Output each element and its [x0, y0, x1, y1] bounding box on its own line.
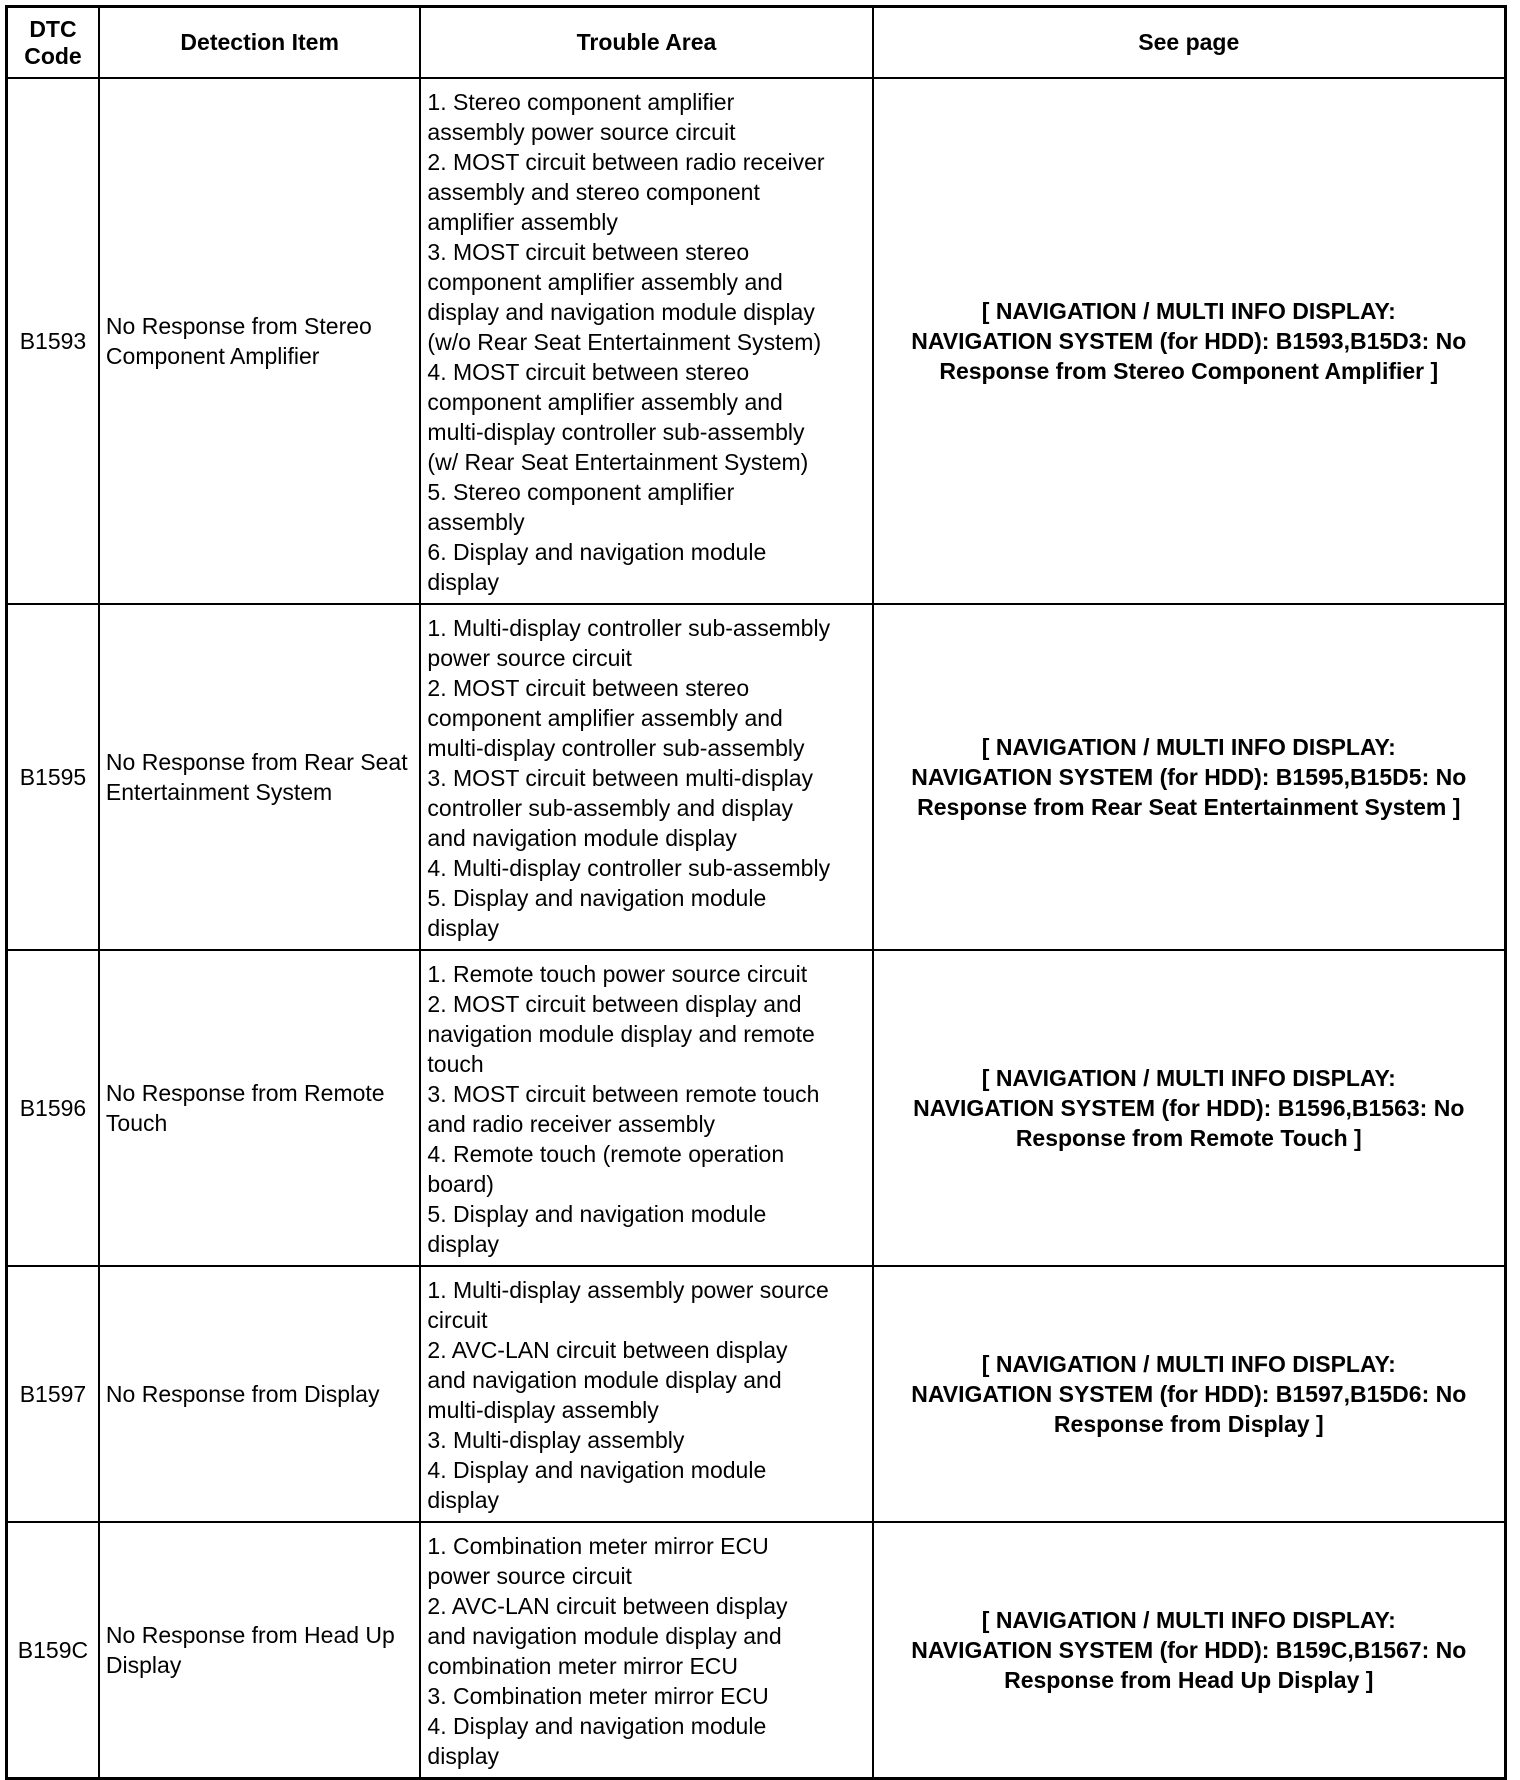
- detection-item-cell: No Response from Head Up Display: [99, 1522, 421, 1779]
- trouble-line: amplifier assembly: [427, 209, 618, 235]
- detection-item-cell: No Response from Stereo Component Amplifier: [99, 78, 421, 604]
- trouble-line: touch: [427, 1051, 484, 1077]
- header-dtc-code-line2: Code: [24, 42, 82, 69]
- trouble-line: component amplifier assembly and: [427, 389, 783, 415]
- see-page-line: [ NAVIGATION / MULTI INFO DISPLAY:: [981, 1607, 1396, 1633]
- trouble-line: component amplifier assembly and: [427, 269, 783, 295]
- trouble-line: multi-display assembly: [427, 1397, 659, 1423]
- trouble-line: board): [427, 1171, 494, 1197]
- trouble-line: 1. Multi-display assembly power source: [427, 1277, 829, 1303]
- table-row: [7, 1522, 1506, 1779]
- header-row: [7, 7, 1506, 79]
- trouble-line: 1. Remote touch power source circuit: [427, 961, 808, 987]
- trouble-line: and navigation module display and: [427, 1367, 782, 1393]
- trouble-line: 5. Stereo component amplifier: [427, 479, 735, 505]
- trouble-line: 5. Display and navigation module: [427, 1201, 767, 1227]
- see-page-cell: [873, 1266, 1506, 1522]
- table-row: [7, 1266, 1506, 1522]
- trouble-line: 4. Multi-display controller sub-assembly: [427, 855, 831, 881]
- trouble-line: controller sub-assembly and display: [427, 795, 794, 821]
- detection-item-cell: No Response from Display: [99, 1266, 421, 1522]
- trouble-line: combination meter mirror ECU: [427, 1653, 739, 1679]
- trouble-line: display: [427, 1231, 500, 1257]
- trouble-line: navigation module display and remote: [427, 1021, 815, 1047]
- header-dtc-code: [7, 7, 99, 79]
- see-page-line: NAVIGATION SYSTEM (for HDD): B159C,B1567: No: [911, 1637, 1467, 1663]
- see-page-line: [ NAVIGATION / MULTI INFO DISPLAY:: [981, 734, 1396, 760]
- trouble-line: 3. MOST circuit between stereo: [427, 239, 750, 265]
- header-dtc-code-line1: DTC: [29, 15, 77, 42]
- trouble-line: 3. Multi-display assembly: [427, 1427, 685, 1453]
- table-row: [7, 78, 1506, 604]
- trouble-area-cell: [420, 1522, 872, 1779]
- see-page-line: NAVIGATION SYSTEM (for HDD): B1595,B15D5: No: [911, 764, 1467, 790]
- trouble-line: multi-display controller sub-assembly: [427, 735, 805, 761]
- trouble-line: 1. Combination meter mirror ECU: [427, 1533, 769, 1559]
- trouble-line: assembly power source circuit: [427, 119, 736, 145]
- table-row: [7, 604, 1506, 950]
- trouble-line: 1. Stereo component amplifier: [427, 89, 735, 115]
- trouble-line: multi-display controller sub-assembly: [427, 419, 805, 445]
- trouble-line: and radio receiver assembly: [427, 1111, 716, 1137]
- trouble-line: (w/o Rear Seat Entertainment System): [427, 329, 822, 355]
- see-page-line: NAVIGATION SYSTEM (for HDD): B1593,B15D3: No: [911, 328, 1467, 354]
- trouble-line: display and navigation module display: [427, 299, 815, 325]
- trouble-line: component amplifier assembly and: [427, 705, 783, 731]
- see-page-line: [ NAVIGATION / MULTI INFO DISPLAY:: [981, 298, 1396, 324]
- dtc-table: [5, 5, 1507, 1780]
- trouble-line: 3. Combination meter mirror ECU: [427, 1683, 769, 1709]
- trouble-line: display: [427, 915, 500, 941]
- dtc-code-cell: B1593: [7, 78, 99, 604]
- trouble-area-cell: [420, 950, 872, 1266]
- header-detection-item: Detection Item: [99, 7, 421, 79]
- see-page-line: Response from Stereo Component Amplifier ]: [939, 358, 1439, 384]
- see-page-line: [ NAVIGATION / MULTI INFO DISPLAY:: [981, 1065, 1396, 1091]
- trouble-line: display: [427, 1487, 500, 1513]
- see-page-cell: [873, 78, 1506, 604]
- header-trouble-area: Trouble Area: [420, 7, 872, 79]
- trouble-line: display: [427, 569, 500, 595]
- trouble-area-cell: [420, 1266, 872, 1522]
- see-page-line: NAVIGATION SYSTEM (for HDD): B1596,B1563: No: [913, 1095, 1465, 1121]
- trouble-line: assembly: [427, 509, 525, 535]
- dtc-code-cell: B159C: [7, 1522, 99, 1779]
- see-page-cell: [873, 950, 1506, 1266]
- see-page-line: NAVIGATION SYSTEM (for HDD): B1597,B15D6: No: [911, 1381, 1467, 1407]
- trouble-line: 4. MOST circuit between stereo: [427, 359, 750, 385]
- trouble-line: and navigation module display and: [427, 1623, 782, 1649]
- see-page-line: Response from Display ]: [1053, 1411, 1324, 1437]
- dtc-code-cell: B1597: [7, 1266, 99, 1522]
- see-page-cell: [873, 1522, 1506, 1779]
- trouble-line: 6. Display and navigation module: [427, 539, 767, 565]
- trouble-line: 1. Multi-display controller sub-assembly: [427, 615, 831, 641]
- trouble-line: 4. Display and navigation module: [427, 1457, 767, 1483]
- trouble-area-cell: [420, 604, 872, 950]
- trouble-line: (w/ Rear Seat Entertainment System): [427, 449, 809, 475]
- trouble-line: circuit: [427, 1307, 488, 1333]
- dtc-code-cell: B1596: [7, 950, 99, 1266]
- trouble-line: 2. MOST circuit between display and: [427, 991, 802, 1017]
- see-page-line: [ NAVIGATION / MULTI INFO DISPLAY:: [981, 1351, 1396, 1377]
- see-page-line: Response from Head Up Display ]: [1004, 1667, 1374, 1693]
- trouble-line: 2. AVC-LAN circuit between display: [427, 1593, 788, 1619]
- see-page-line: Response from Rear Seat Entertainment System ]: [917, 794, 1461, 820]
- trouble-line: 4. Display and navigation module: [427, 1713, 767, 1739]
- trouble-line: display: [427, 1743, 500, 1769]
- header-see-page: See page: [873, 7, 1506, 79]
- trouble-line: and navigation module display: [427, 825, 737, 851]
- table-row: [7, 950, 1506, 1266]
- dtc-table-page: [5, 5, 1507, 1780]
- trouble-line: 3. MOST circuit between remote touch: [427, 1081, 820, 1107]
- dtc-code-cell: B1595: [7, 604, 99, 950]
- trouble-line: power source circuit: [427, 645, 632, 671]
- detection-item-cell: No Response from Rear Seat Entertainment System: [99, 604, 421, 950]
- trouble-line: 3. MOST circuit between multi-display: [427, 765, 814, 791]
- trouble-line: assembly and stereo component: [427, 179, 760, 205]
- trouble-line: 5. Display and navigation module: [427, 885, 767, 911]
- trouble-line: 2. MOST circuit between stereo: [427, 675, 750, 701]
- detection-item-cell: No Response from Remote Touch: [99, 950, 421, 1266]
- see-page-cell: [873, 604, 1506, 950]
- trouble-line: 4. Remote touch (remote operation: [427, 1141, 785, 1167]
- trouble-line: 2. MOST circuit between radio receiver: [427, 149, 825, 175]
- trouble-area-cell: [420, 78, 872, 604]
- trouble-line: 2. AVC-LAN circuit between display: [427, 1337, 788, 1363]
- trouble-line: power source circuit: [427, 1563, 632, 1589]
- see-page-line: Response from Remote Touch ]: [1015, 1125, 1362, 1151]
